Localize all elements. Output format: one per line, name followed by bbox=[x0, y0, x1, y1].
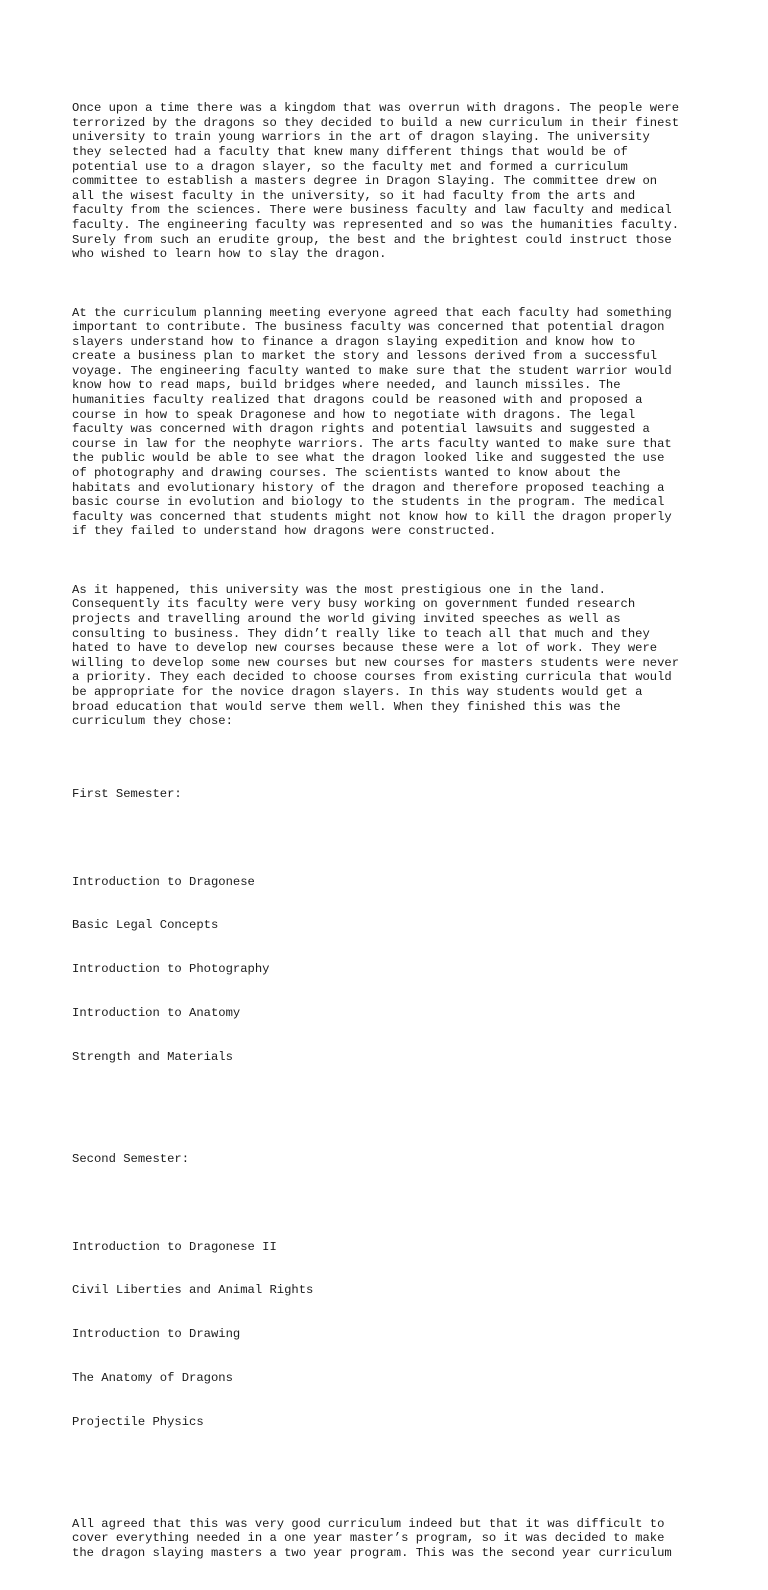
course-item: Civil Liberties and Animal Rights bbox=[72, 1283, 314, 1298]
course-item: Projectile Physics bbox=[72, 1414, 204, 1429]
first-semester-heading: First Semester: bbox=[72, 787, 182, 802]
course-item: Introduction to Drawing bbox=[72, 1327, 241, 1342]
course-item: Introduction to Dragonese II bbox=[72, 1239, 277, 1254]
paragraph-faculty-busy: As it happened, this university was the most prestigious one in the land. Consequently its faculty were very busy working on government funded research projects and travelling around the world giving invited speeches as well as consulting to business. They didn’t really like to teach all that much and they hated to have to develop new courses because these were a lot of work. They were willing to develop some new courses but new courses for masters students were never a priority. They each decided to choose courses from existing curricula that would be appropriate for the novice dragon slayers. In this way students would get a broad education that would serve them well. When they finished this was the curriculum they chose: bbox=[72, 582, 680, 729]
course-item: Introduction to Dragonese bbox=[72, 874, 255, 889]
document-page bbox=[72, 72, 712, 1590]
course-item: Basic Legal Concepts bbox=[72, 918, 219, 933]
course-item: Strength and Materials bbox=[72, 1049, 233, 1064]
second-semester-course-list bbox=[72, 1210, 712, 1458]
paragraph-planning-meeting: At the curriculum planning meeting everyone agreed that each faculty had something important to contribute. The business faculty was concerned that potential dragon slayers understand how to finance a dragon slaying expedition and know how to create a business plan to market the story and lessons derived from a successful voyage. The engineering faculty wanted to make sure that the student warrior would know how to read maps, build bridges where needed, and launch missiles. The humanities faculty realized that dragons could be reasoned with and proposed a course in how to speak Dragonese and how to negotiate with dragons. The legal faculty was concerned with dragon rights and potential lawsuits and suggested a course in law for the neophyte warriors. The arts faculty wanted to make sure that the public would be able to see what the dragon looked like and suggested the use of photography and drawing courses. The scientists wanted to know about the habitats and evolutionary history of the dragon and therefore proposed teaching a basic course in evolution and biology to the students in the program. The medical faculty was concerned that students might not know how to kill the dragon properly if they failed to understand how dragons were constructed. bbox=[72, 305, 672, 539]
course-item: Introduction to Anatomy bbox=[72, 1006, 241, 1020]
first-semester-course-list bbox=[72, 845, 712, 1093]
paragraph-intro: Once upon a time there was a kingdom that was overrun with dragons. The people were terrorized by the dragons so they decided to build a new curriculum in their finest university to train young warriors in the art of dragon slaying. The university they selected had a faculty that knew many different things that would be of potential use to a dragon slayer, so the faculty met and formed a curriculum committee to establish a masters degree in Dragon Slaying. The committee drew on all the wisest faculty in the university, so it had faculty from the arts and faculty from the sciences. There were business faculty and law faculty and medical faculty. The engineering faculty was represented and so was the humanities faculty. Surely from such an erudite group, the best and the brightest could instruct those who wished to learn how to slay the dragon. bbox=[72, 101, 680, 262]
second-semester-heading: Second Semester: bbox=[72, 1151, 190, 1166]
course-item: The Anatomy of Dragons bbox=[72, 1370, 233, 1385]
course-item: Introduction to Photography bbox=[72, 962, 270, 977]
paragraph-closing: All agreed that this was very good curriculum indeed but that it was difficult to cover everything needed in a one year master’s program, so it was decided to make the dragon slaying masters a two year program. This was the second year curriculum bbox=[72, 1516, 672, 1560]
